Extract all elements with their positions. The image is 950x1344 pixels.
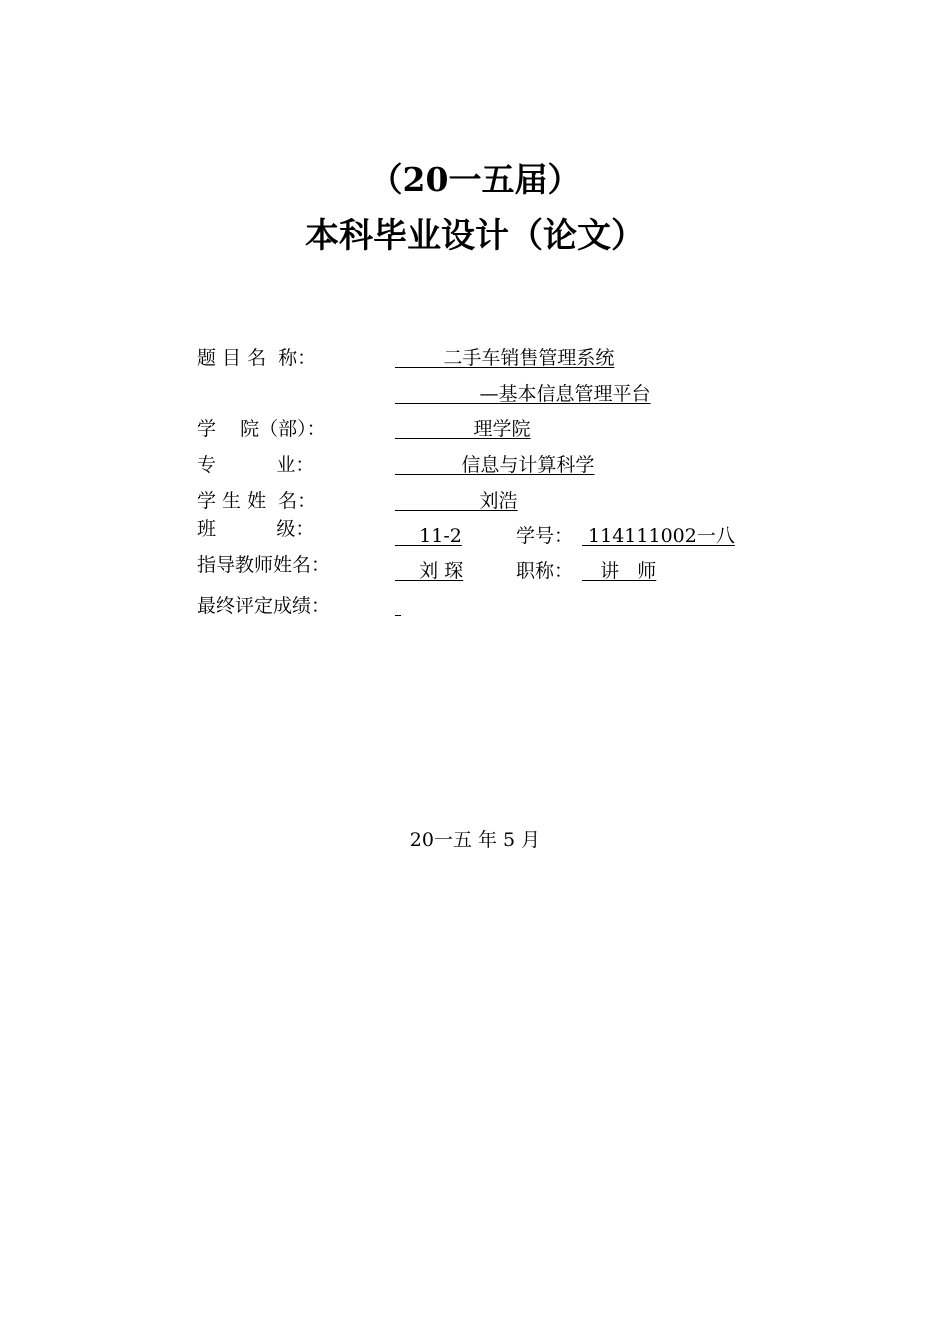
major-value: 信息与计算科学 xyxy=(395,454,595,476)
class-value: 11-2 xyxy=(395,525,462,547)
final-grade-label: 最终评定成绩： xyxy=(197,595,331,617)
topic-label: 题 目 名 称： xyxy=(197,347,317,369)
class-label: 班 级： xyxy=(197,518,315,540)
submission-date: 20一五 年 5 月 xyxy=(409,829,541,851)
advisor-title-label: 职称： xyxy=(516,560,574,582)
topic-value-line1: 二手车销售管理系统 xyxy=(395,347,615,369)
major-label: 专 业： xyxy=(197,454,315,476)
college-label: 学 院（部）： xyxy=(197,418,326,440)
topic-value-line2: —基本信息管理平台 xyxy=(395,383,651,405)
student-id-value: 114111002一八 xyxy=(582,525,735,547)
student-name-label: 学 生 姓 名： xyxy=(197,490,317,512)
advisor-label: 指导教师姓名： xyxy=(197,554,331,576)
advisor-name-value: 刘 琛 xyxy=(395,560,464,582)
final-grade-value xyxy=(395,593,401,619)
college-value: 理学院 xyxy=(395,418,531,440)
student-id-label: 学号： xyxy=(516,525,574,547)
advisor-title-value: 讲 师 xyxy=(582,560,657,582)
document-title: 本科毕业设计（论文） xyxy=(305,216,645,256)
student-name-value: 刘浩 xyxy=(395,490,518,512)
graduation-year: （20一五届） xyxy=(369,160,581,199)
